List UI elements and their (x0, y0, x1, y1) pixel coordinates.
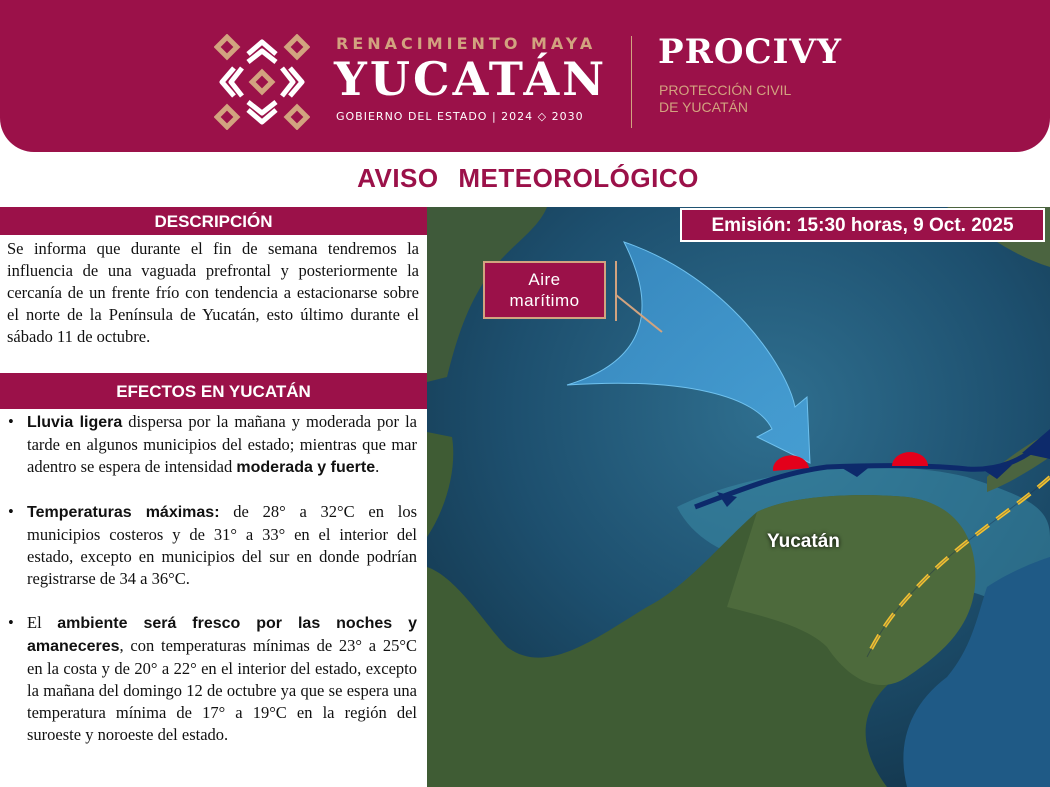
effect-item-max-temp (0, 501, 427, 590)
brand-name: YUCATÁN (334, 52, 608, 106)
header-banner (0, 0, 1050, 152)
maya-geometric-logo-icon (214, 34, 310, 130)
info-panel (0, 207, 427, 787)
description-text: Se informa que durante el fin de semana tendremos la influencia de una vaguada prefrontal y posteriormente la cercanía de un frente frío con tendencia a estacionarse sobre el norte de la Península de Yucatán, esto último durante el sábado 11 de octubre. (7, 239, 419, 346)
maritime-air-label-line-2: marítimo (509, 291, 580, 310)
effects-heading: EFECTOS EN YUCATÁN (0, 373, 427, 409)
effect-maxtemp-bold: Temperaturas máximas: (27, 504, 220, 521)
bullet-dot: • (8, 502, 14, 521)
effect-cool-bold: ambiente será fresco por las noches y amaneceres (27, 615, 417, 655)
effect-maxtemp-text: de 28° a 32°C en los municipios costeros y de 31° a 33° en el interior del estado, excepto en municipios del sur en donde podrían registrarse de 34 a 36°C. (27, 502, 417, 588)
effect-cool-text-0: El (27, 613, 58, 632)
effect-rain-text-2: . (375, 457, 380, 476)
region-label-yucatan: Yucatán (767, 531, 840, 552)
effect-rain-bold-1: Lluvia ligera (27, 414, 123, 431)
effect-cool-text: , con temperaturas mínimas de 23° a 25°C en la costa y de 20° a 22° en el interior del estado, excepto la mañana del domingo 12 de octubre ya que se espera una temperatura mínima de 17° a 19°C en la región del suroeste y noroeste del estado. (27, 636, 417, 744)
effect-item-cool-nights (0, 612, 427, 746)
bullet-dot: • (8, 412, 14, 431)
agency-subtitle (659, 82, 791, 116)
header-divider (631, 36, 632, 128)
agency-subtitle-line-2: DE YUCATÁN (659, 99, 748, 115)
effect-rain-text-1: dispersa por la mañana y moderada por la tarde en algunos municipios del estado; mientras que mar adentro se espera de intensidad (27, 412, 417, 476)
effect-rain-bold-2: moderada y fuerte (236, 459, 376, 476)
bullet-dot: • (8, 613, 14, 632)
maritime-air-label (483, 261, 606, 319)
maritime-air-label-line-1: Aire (528, 270, 561, 289)
agency-subtitle-line-1: PROTECCIÓN CIVIL (659, 82, 792, 98)
emission-timestamp: Emisión: 15:30 horas, 9 Oct. 2025 (680, 208, 1045, 242)
page-title: AVISO METEOROLÓGICO (357, 163, 699, 193)
effect-item-rain (0, 411, 427, 479)
agency-name: PROCIVY (658, 32, 843, 72)
description-heading: DESCRIPCIÓN (0, 207, 427, 235)
brand-tagline: RENACIMIENTO MAYA (336, 34, 597, 53)
brand-subtitle: GOBIERNO DEL ESTADO | 2024 ◇ 2030 (336, 110, 584, 123)
effects-list (0, 411, 427, 768)
